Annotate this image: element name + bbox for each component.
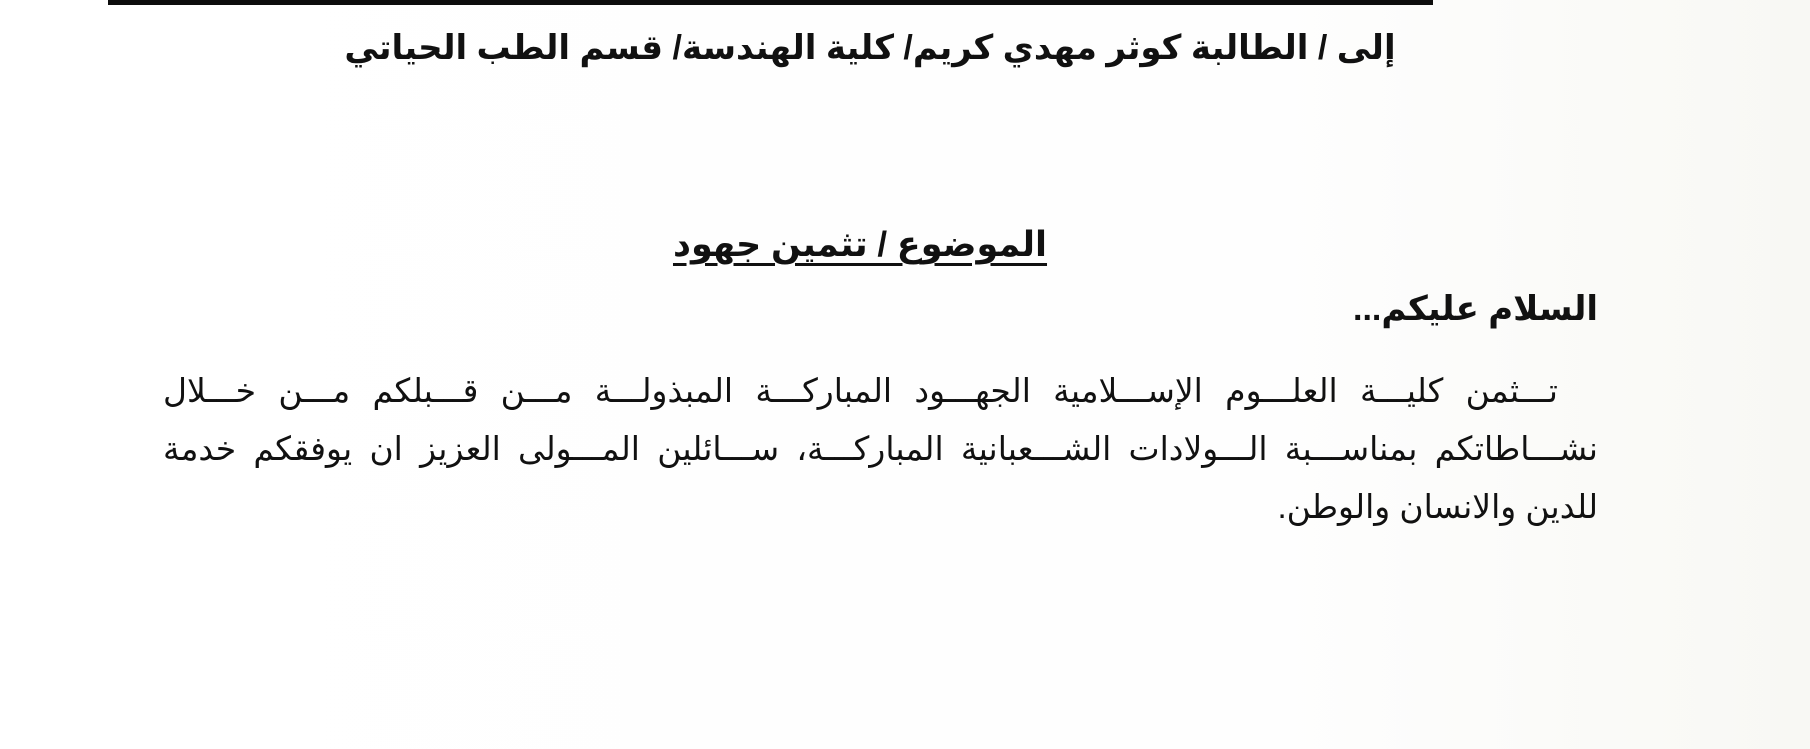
top-border-line bbox=[108, 0, 1433, 5]
greeting: السلام عليكم... bbox=[1353, 290, 1598, 328]
subject-heading bbox=[620, 224, 1100, 266]
recipient-line: إلى / الطالبة كوثر مهدي كريم/ كلية الهندسة/ قسم الطب الحياتي bbox=[344, 29, 1396, 67]
letter-body: تـــثمن كليـــة العلـــوم الإســـلامية الجهـــود المباركـــة المبذولـــة مـــن قـــبلكم مـــن خـــلال نشـــاطاتكم بمناســـبة الـــولادات الشـــعبانية المباركـــة، ســـائلين المـــولى العزيز ان يوفقكم خدمة للدين والانسان والوطن. bbox=[163, 372, 1598, 525]
subject-text: الموضوع / تثمين جهود bbox=[672, 225, 1048, 264]
